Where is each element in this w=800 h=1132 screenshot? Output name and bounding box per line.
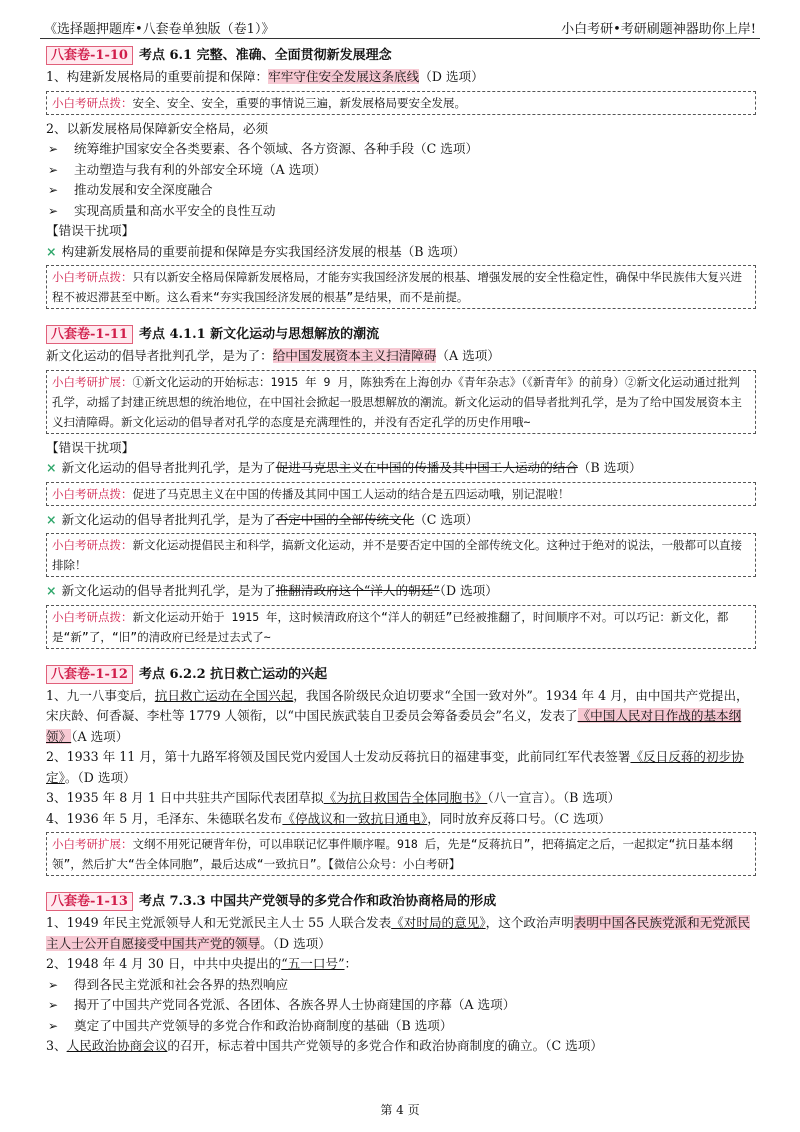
tip-box: 小白考研扩展：①新文化运动的开始标志：1915 年 9 月，陈独秀在上海创办《青年杂志》（《新青年》的前身）②新文化运动通过批判孔学，动摇了封建正统思想的统治地位，在中国社会掀起一股思想解放的潮流。新文化运动的倡导者批判孔学，是为了给中国发展资本主义扫清障碍。新文化运动的倡导者对孔学的态度是充满理性的，并没有否定孔学的历史作用哦~	[46, 370, 756, 434]
wrong-option: × 新文化运动的倡导者批判孔学，是为了推翻清政府这个“洋人的朝廷”（D 选项）	[46, 583, 498, 598]
tip-label: 小白考研扩展：	[52, 837, 133, 851]
arrow-bullet-icon: ➢	[48, 1018, 59, 1033]
section-title: 考点 4.1.1 新文化运动与思想解放的潮流	[138, 327, 380, 342]
tip-label: 小白考研点拨：	[52, 609, 133, 624]
answer-line: 1、构建新发展格局的重要前提和保障：牢牢守住安全发展这条底线（D 选项）	[46, 69, 484, 84]
question-tag: 八套卷-1-12	[46, 665, 133, 684]
question-tag: 八套卷-1-13	[46, 892, 133, 911]
cross-icon: ×	[46, 583, 57, 598]
answer-line: 3、人民政治协商会议的召开，标志着中国共产党领导的多党合作和政治协商制度的确立。（C 选项）	[46, 1038, 603, 1053]
question-tag: 八套卷-1-11	[46, 325, 133, 344]
cross-icon: ×	[46, 460, 57, 475]
list-item: ➢ 实现高质量和高水平安全的良性互动	[46, 201, 756, 222]
cross-icon: ×	[46, 243, 57, 259]
section-title: 考点 7.3.3 中国共产党领导的多党合作和政治协商格局的形成	[138, 894, 497, 909]
tip-box: 小白考研点拨：新文化运动提倡民主和科学，搞新文化运动，并不是要否定中国的全部传统文化。这种过于绝对的说法，一般都可以直接排除！	[46, 533, 756, 577]
answer-line: 2、1933 年 11 月，第十九路军将领及国民党内爱国人士发动反蒋抗日的福建事变，此前同红军代表签署《反日反蒋的初步协定》。（D 选项）	[46, 749, 744, 785]
arrow-bullet-icon: ➢	[48, 142, 59, 156]
tip-box: 小白考研点拨：促进了马克思主义在中国的传播及其同中国工人运动的结合是五四运动哦，别记混啦！	[46, 482, 756, 506]
header-title: 《选择题押题库•八套卷单独版（卷1）》	[44, 22, 275, 37]
highlighted-answer: 给中国发展资本主义扫清障碍	[272, 348, 437, 363]
list-item: ➢ 统筹维护国家安全各类要素、各个领域、各方资源、各种手段（C 选项）	[46, 139, 756, 160]
tip-label: 小白考研点拨：	[52, 95, 133, 110]
tip-box: 小白考研点拨：安全、安全、安全，重要的事情说三遍，新发展格局要安全发展。	[46, 91, 756, 115]
header-slogan: 小白考研•考研刷题神器助你上岸!	[561, 22, 756, 37]
arrow-bullet-icon: ➢	[48, 998, 59, 1012]
question-section	[46, 665, 756, 877]
answer-line: 新文化运动的倡导者批判孔学，是为了：给中国发展资本主义扫清障碍（A 选项）	[46, 348, 500, 363]
page-number: 第 4 页	[380, 1103, 420, 1117]
highlighted-answer: 《中国人民对日作战的基本纲领》	[46, 708, 742, 744]
list-item: ➢ 揭开了中国共产党同各党派、各团体、各族各界人士协商建国的序幕（A 选项）	[46, 995, 756, 1016]
section-title: 考点 6.1 完整、准确、全面贯彻新发展理念	[138, 48, 392, 63]
arrow-bullet-icon: ➢	[48, 977, 59, 992]
list-item: ➢ 得到各民主党派和社会各界的热烈响应	[46, 975, 756, 996]
answer-line: 3、1935 年 8 月 1 日中共驻共产国际代表团草拟《为抗日救国告全体同胞书》（八一宣言）。（B 选项）	[46, 790, 621, 805]
question-section	[46, 46, 756, 309]
tip-label: 小白考研扩展：	[52, 374, 133, 389]
question-section	[46, 325, 756, 649]
answer-line: 1、九一八事变后，抗日救亡运动在全国兴起，我国各阶级民众迫切要求“全国一致对外”。1934 年 4 月，由中国共产党提出，宋庆龄、何香凝、李杜等 1779 人领衔，以“中国民族武装自卫委员会筹备委员会”名义，发表了《中国人民对日作战的基本纲领》（A 选项）	[46, 687, 749, 744]
tip-label: 小白考研点拨：	[52, 538, 133, 552]
wrong-option: × 新文化运动的倡导者批判孔学，是为了否定中国的全部传统文化（C 选项）	[46, 511, 479, 527]
highlighted-answer: 表明中国各民族党派和无党派民主人士公开自愿接受中国共产党的领导	[46, 915, 751, 951]
section-title: 考点 6.2.2 抗日救亡运动的兴起	[138, 666, 328, 682]
tip-box: 小白考研扩展：文纲不用死记硬背年份，可以串联记忆事件顺序喔。918 后，先是“反蒋抗日”，把蒋搞定之后，一起拟定“抗日基本纲领”，然后扩大“告全体同胞”，最后达成“一致抗日”。【微信公众号：小白考研】	[46, 832, 756, 876]
answer-line: 2、1948 年 4 月 30 日，中共中央提出的“五一口号”：	[46, 956, 358, 971]
page-content	[46, 46, 756, 1057]
page-header	[40, 16, 760, 39]
wrong-options-header: 【错误干扰项】	[46, 223, 135, 238]
struck-text: 否定中国的全部传统文化	[275, 511, 415, 527]
question-tag: 八套卷-1-10	[46, 46, 133, 65]
arrow-bullet-icon: ➢	[48, 183, 59, 197]
tip-box: 小白考研点拨：新文化运动开始于 1915 年，这时候清政府这个“洋人的朝廷”已经被推翻了，时间顺序不对。可以巧记：新文化，都是“新”了，“旧”的清政府已经是过去式了~	[46, 605, 756, 649]
arrow-bullet-icon: ➢	[48, 203, 59, 218]
list-item: ➢ 奠定了中国共产党领导的多党合作和政治协商制度的基础（B 选项）	[46, 1016, 756, 1037]
arrow-bullet-icon: ➢	[48, 162, 59, 177]
list-item: ➢ 主动塑造与我有利的外部安全环境（A 选项）	[46, 160, 756, 181]
tip-box: 小白考研点拨：只有以新安全格局保障新发展格局，才能夯实我国经济发展的根基、增强发展的安全性稳定性，确保中华民族伟大复兴进程不被迟滞甚至中断。这么看来“夯实我国经济发展的根基”是结果，而不是前提。	[46, 265, 756, 309]
wrong-option: × 构建新发展格局的重要前提和保障是夯实我国经济发展的根基（B 选项）	[46, 243, 466, 259]
struck-text: 促进马克思主义在中国的传播及其中国工人运动的结合	[275, 460, 578, 475]
answer-line: 2、以新发展格局保障新安全格局，必须	[46, 120, 269, 136]
wrong-options-header: 【错误干扰项】	[46, 439, 135, 455]
question-section	[46, 892, 756, 1057]
tip-label: 小白考研点拨：	[52, 486, 133, 501]
highlighted-answer: 牢牢守住安全发展这条底线	[268, 69, 420, 84]
answer-line: 1、1949 年民主党派领导人和无党派民主人士 55 人联合发表《对时局的意见》，这个政治声明表明中国各民族党派和无党派民主人士公开自愿接受中国共产党的领导。（D 选项）	[46, 915, 751, 951]
struck-text: 推翻清政府这个“洋人的朝廷”	[275, 583, 440, 598]
list-item: ➢ 推动发展和安全深度融合	[46, 180, 756, 201]
tip-label: 小白考研点拨：	[52, 270, 133, 284]
answer-line: 4、1936 年 5 月，毛泽东、朱德联名发布《停战议和一致抗日通电》，同时放弃反蒋口号。（C 选项）	[46, 810, 611, 826]
wrong-option: × 新文化运动的倡导者批判孔学，是为了促进马克思主义在中国的传播及其中国工人运动的结合（B 选项）	[46, 460, 642, 475]
cross-icon: ×	[46, 511, 57, 527]
